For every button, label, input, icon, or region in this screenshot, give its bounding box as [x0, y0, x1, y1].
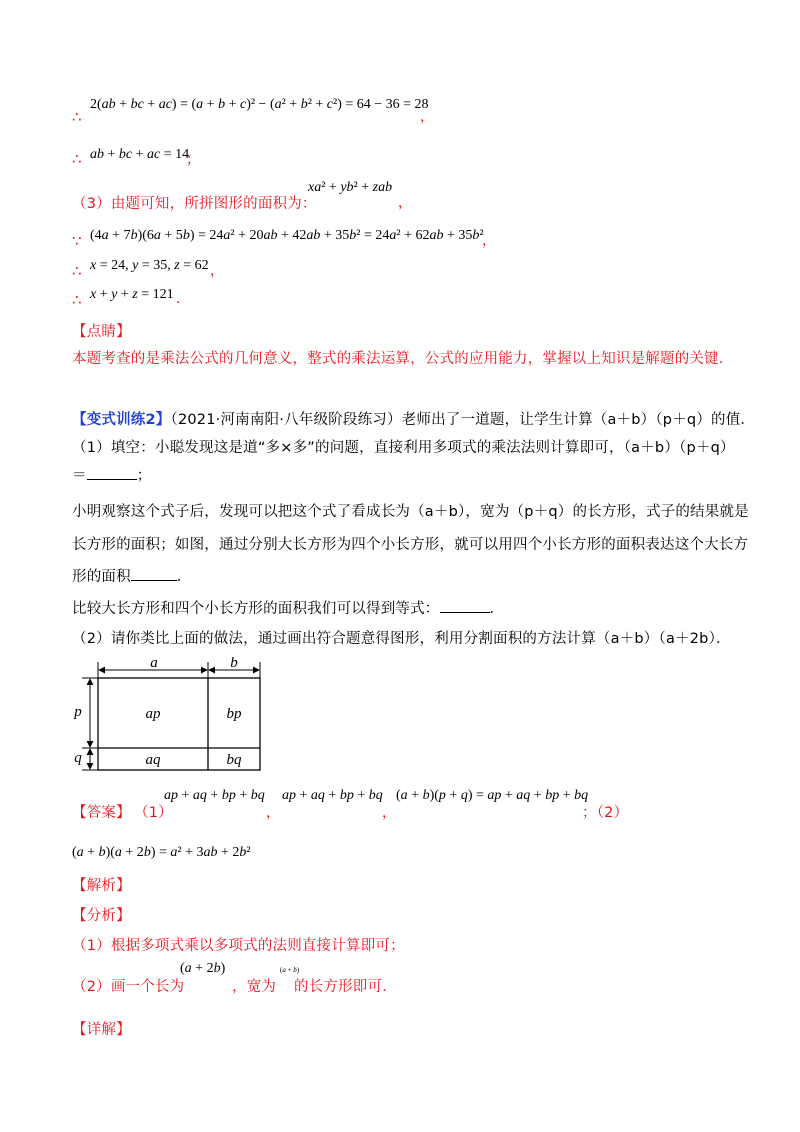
punctuation: ，	[266, 805, 280, 821]
part3-expression: xa² + yb² + zab	[308, 180, 393, 195]
punctuation: ．	[489, 601, 505, 617]
compare-text: 比较大长方形和四个小长方形的面积我们可以得到等式：	[72, 601, 440, 617]
label-q: q	[74, 750, 82, 766]
punctuation: ，	[210, 263, 224, 279]
answer-blank-3	[440, 600, 490, 613]
analysis-label: 【解析】	[72, 878, 131, 894]
answer-part-1: （1）	[134, 805, 173, 821]
question-1-line-5	[72, 565, 192, 586]
equation-sum-of-products: 2(ab + bc + ac) = (a + b + c)² − (a² + b² + c²) = 64 − 36 = 28	[90, 97, 429, 112]
variant-source: （2021·河南南阳·八年级阶段练习）老师出了一道题，让学生计算（a＋b）（p＋q）的值．	[170, 412, 756, 428]
label-p: p	[74, 704, 82, 720]
analyze-label: 【分析】	[72, 908, 131, 924]
equals-sign: ＝	[72, 468, 87, 484]
answer-part-2-label: ；（2）	[582, 805, 629, 821]
rectangle-area-diagram	[72, 652, 272, 776]
equation-result-14: ab + bc + ac = 14	[90, 147, 190, 162]
equation-expansion: (4a + 7b)(6a + 5b) = 24a² + 20ab + 42ab + 35b² = 24a² + 62ab + 35b²	[90, 228, 484, 243]
variant-label: 【变式训练2】	[72, 412, 171, 428]
analyze-step-2-post: 的长方形即可．	[294, 979, 397, 995]
question-2-line: （2）请你类比上面的做法，通过画出符合题意得图形，利用分割面积的方法计算（a＋b）（a＋2b）．	[72, 631, 731, 647]
label-ap: ap	[145, 706, 161, 722]
analyze-step-1: （1）根据多项式乘以多项式的法则直接计算即可；	[72, 938, 405, 954]
label-aq: aq	[145, 752, 161, 768]
therefore-symbol: ∴	[72, 291, 82, 309]
part3-text: （3）由题可知，所拼图形的面积为：	[72, 196, 317, 212]
question-1-line-1: （1）填空：小聪发现这是道“多×多”的问题，直接利用多项式的乘法法则计算即可，（a＋b）（p＋q）	[72, 440, 735, 456]
label-bp: bp	[226, 706, 242, 722]
punctuation: ，	[482, 233, 496, 249]
comment-label: 【点睛】	[72, 324, 131, 340]
punctuation: ，	[382, 805, 396, 821]
comment-text: 本题考查的是乘法公式的几何意义，整式的乘法运算，公式的应用能力，掌握以上知识是解题的关键．	[72, 351, 734, 367]
answer-blank-2	[131, 568, 177, 581]
answer-expression-1: ap + aq + bp + bq	[164, 788, 265, 803]
punctuation: ．	[176, 291, 190, 307]
question-1-line-6	[72, 597, 504, 618]
analyze-step-2-mid: ，宽为	[232, 979, 277, 995]
analyze-step-2-pre: （2）画一个长为	[72, 979, 185, 995]
question-1-line-2	[72, 464, 151, 485]
punctuation: ，	[398, 195, 412, 211]
answer-expression-2: ap + aq + bp + bq	[282, 788, 383, 803]
punctuation: ；	[136, 468, 152, 484]
variant-heading	[72, 408, 755, 429]
label-b: b	[230, 655, 238, 671]
equation-xyz-values: x = 24, y = 35, z = 62	[90, 258, 209, 273]
label-a: a	[150, 655, 158, 671]
answer-label: 【答案】	[72, 805, 131, 821]
equation-xyz-sum: x + y + z = 121	[90, 287, 174, 302]
therefore-symbol: ∴	[72, 262, 82, 280]
question-1-line-3: 小明观察这个式子后，发现可以把这个式了看成长为（a＋b），宽为（p＋q）的长方形，式子的结果就是	[72, 504, 749, 520]
area-text: 形的面积	[72, 569, 131, 585]
answer-expression-4: (a + b)(a + 2b) = a² + 3ab + 2b²	[72, 845, 251, 860]
analyze-expression-1: (a + 2b)	[180, 961, 226, 976]
punctuation: ；	[186, 152, 200, 168]
question-1-line-4: 长方形的面积；如图，通过分别大长方形为四个小长方形，就可以用四个小长方形的面积表达这个大长方	[72, 537, 749, 553]
punctuation: ，	[420, 109, 434, 125]
analyze-expression-2: (a + b)	[280, 966, 300, 974]
punctuation: ．	[176, 569, 192, 585]
detail-label: 【详解】	[72, 1022, 131, 1038]
therefore-symbol: ∴	[72, 150, 82, 168]
answer-blank-1	[87, 467, 137, 480]
because-symbol: ∵	[72, 232, 82, 250]
answer-expression-3: (a + b)(p + q) = ap + aq + bp + bq	[396, 788, 589, 803]
label-bq: bq	[226, 752, 242, 768]
therefore-symbol: ∴	[72, 108, 82, 126]
